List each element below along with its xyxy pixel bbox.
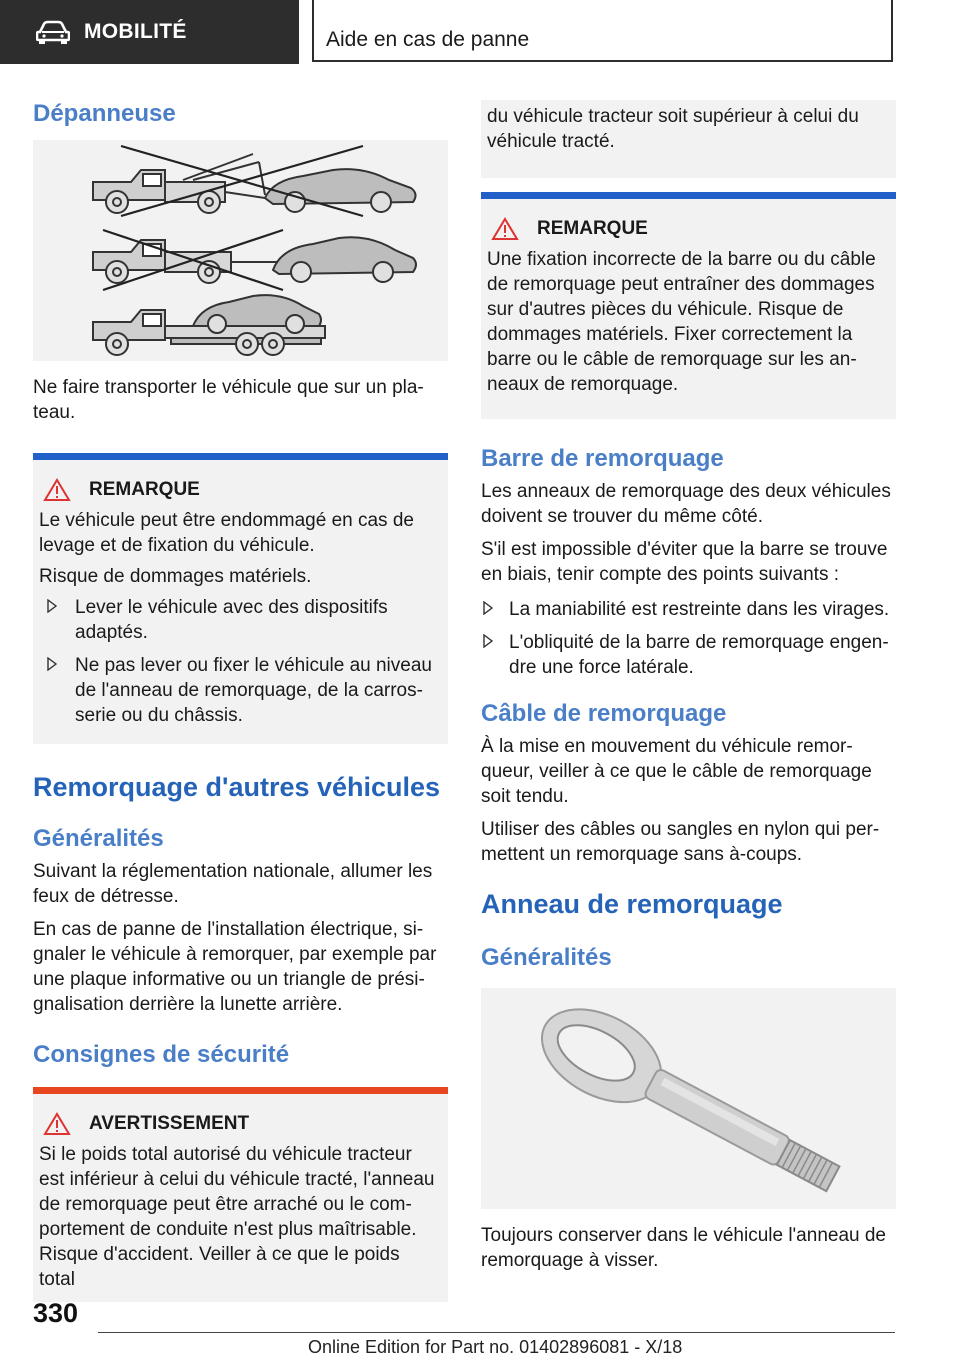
list-item-text: L'obliquité de la barre de remorquage engen-dre une force latérale. — [509, 632, 889, 678]
chapter-header — [312, 0, 893, 62]
warning-continued-text: du véhicule tracteur soit supérieur à celui du véhicule tracté. — [487, 106, 859, 152]
section-label: MOBILITÉ — [84, 20, 187, 43]
heading-depanneuse: Dépanneuse — [33, 100, 176, 127]
list-item-text: La maniabilité est restreinte dans les virages. — [509, 599, 890, 620]
note-list — [39, 595, 436, 728]
heading-anneau-remorquage: Anneau de remorquage — [481, 889, 783, 919]
generalites-paragraph-2: En cas de panne de l'installation électrique, si-gnaler le véhicule à remorquer, par exemple par une plaque informative ou un triangle de prési-gnalisation derrière la lunette arrière. — [33, 919, 437, 1015]
note-box-lifting — [33, 453, 448, 744]
warning-triangle-icon — [491, 217, 519, 241]
barre-paragraph-1: Les anneaux de remorquage des deux véhicules doivent se trouver du même côté. — [481, 481, 891, 527]
barre-list — [481, 597, 896, 680]
note-title: REMARQUE — [89, 479, 200, 500]
warning-triangle-icon — [43, 478, 71, 502]
warning-title: AVERTISSEMENT — [89, 1113, 250, 1134]
warning-box-weight — [33, 1087, 448, 1302]
triangle-bullet-icon — [47, 657, 57, 671]
warning-triangle-icon — [43, 1112, 71, 1136]
tow-truck-illustration — [33, 140, 448, 361]
note-header — [487, 217, 884, 241]
footer-edition: Online Edition for Part no. 01402896081 - X/18 — [308, 1337, 683, 1357]
triangle-bullet-icon — [47, 599, 57, 613]
note-text: Une fixation incorrecte de la barre ou du câble de remorquage peut entraîner des dommages sur d'autres pièces du véhicule. Risque de dommages matériels. Fixer correctement la barre ou le câble de remorquage sur les an-neaux de remorquage. — [487, 249, 876, 395]
barre-paragraph-2: S'il est impossible d'éviter que la barre se trouve en biais, tenir compte des points suivants : — [481, 539, 888, 585]
triangle-bullet-icon — [483, 601, 493, 615]
tow-truck-drawing — [33, 140, 448, 361]
note-box-fixation — [481, 192, 896, 419]
note-risk: Risque de dommages matériels. — [39, 566, 312, 587]
heading-generalites: Généralités — [33, 825, 164, 852]
left-column — [33, 100, 448, 1302]
heading-generalites-anneau: Généralités — [481, 944, 612, 971]
list-item — [481, 597, 896, 622]
heading-consignes-securite: Consignes de sécurité — [33, 1041, 290, 1068]
generalites-paragraph-1: Suivant la réglementation nationale, allumer les feux de détresse. — [33, 861, 433, 907]
warning-header — [39, 1112, 436, 1136]
list-item — [481, 630, 896, 680]
triangle-bullet-icon — [483, 634, 493, 648]
list-item-text: Lever le véhicule avec des dispositifs adaptés. — [75, 597, 388, 643]
header-section-tab — [0, 0, 299, 64]
warning-box-continued — [481, 100, 896, 178]
cable-paragraph-2: Utiliser des câbles ou sangles en nylon qui per-mettent un remorquage sans à-coups. — [481, 819, 880, 865]
note-title: REMARQUE — [537, 218, 648, 239]
footer-divider — [98, 1332, 895, 1333]
anneau-caption: Toujours conserver dans le véhicule l'anneau de remorquage à visser. — [481, 1225, 886, 1271]
cable-paragraph-1: À la mise en mouvement du véhicule remor-queur, veiller à ce que le câble de remorquage soit tendu. — [481, 736, 872, 807]
car-icon — [36, 20, 70, 44]
heading-remorquage-autres-vehicules: Remorquage d'autres véhicules — [33, 772, 441, 802]
depanneuse-caption: Ne faire transporter le véhicule que sur un pla-teau. — [33, 377, 424, 423]
warning-text: Si le poids total autorisé du véhicule tracteur est inférieur à celui du véhicule tracté, l'anneau de remorquage peut être arraché ou le com-portement de conduite n'est plus maîtrisable. Risque d'accident. Veiller à ce que le poids total — [39, 1144, 435, 1290]
towing-eye-illustration — [481, 988, 896, 1209]
chapter-title: Aide en cas de panne — [326, 28, 530, 51]
heading-cable-remorquage: Câble de remorquage — [481, 700, 727, 727]
list-item-text: Ne pas lever ou fixer le véhicule au niveau de l'anneau de remorquage, de la carros-serie ou du châssis. — [75, 655, 432, 726]
list-item — [39, 653, 436, 728]
list-item — [39, 595, 436, 645]
towing-eye-drawing — [481, 988, 896, 1209]
heading-barre-remorquage: Barre de remorquage — [481, 445, 724, 472]
note-header — [39, 478, 436, 502]
page-number: 330 — [33, 1298, 79, 1328]
right-column — [481, 100, 896, 1281]
note-text: Le véhicule peut être endommagé en cas de levage et de fixation du véhicule. — [39, 510, 414, 556]
